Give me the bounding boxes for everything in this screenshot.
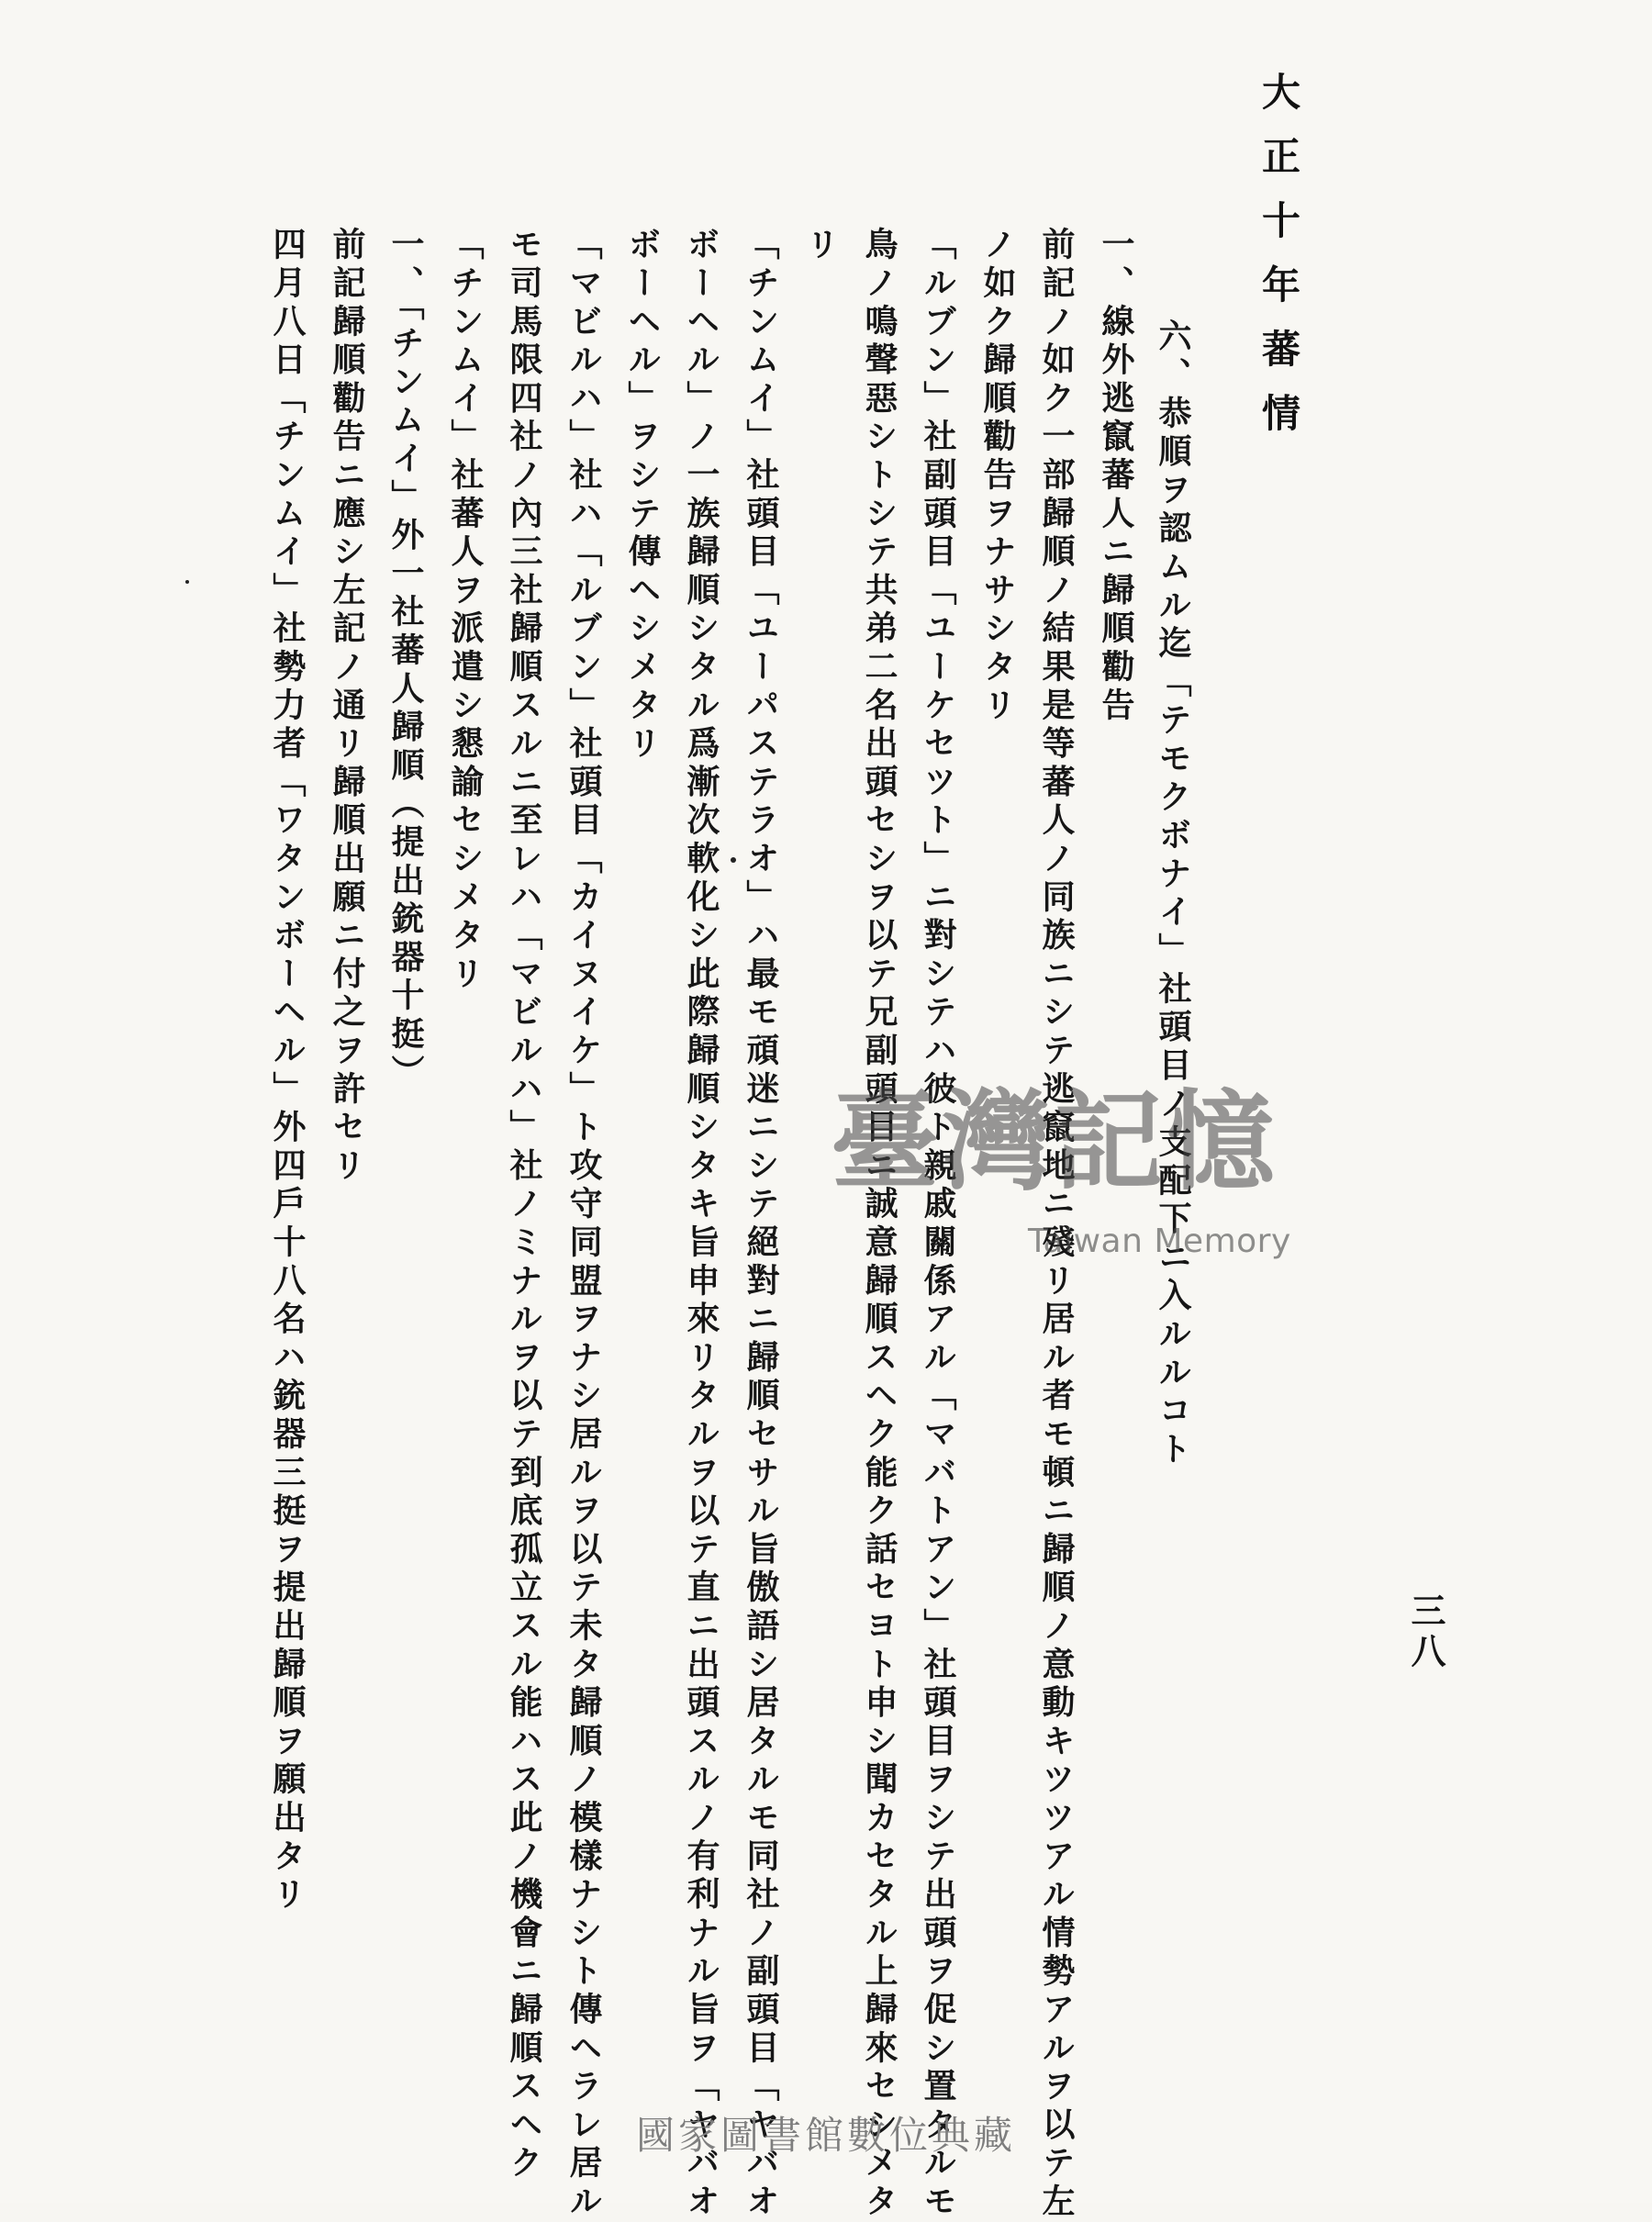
text-column-14: 一、「チンムイ」外一社蕃人歸順（提出銃器十挺） bbox=[386, 227, 425, 1093]
running-title: 大正十年蕃情 bbox=[1256, 72, 1301, 457]
watermark-chinese: 臺灣記憶 bbox=[831, 1078, 1279, 1205]
text-column-7: リ bbox=[801, 227, 840, 265]
text-column-12: モ司馬限四社ノ內三社歸順スルニ至レハ「マビルハ」社ノミナルヲ以テ到底孤立スル能ハス此ノ機會ニ歸順スヘク bbox=[505, 227, 543, 2183]
text-column-6: 鳥ノ鳴聲惡シトシテ共弟二名出頭セシヲ以テ兄副頭目ニ誠意歸順スヘク能ク話セヨト申シ聞カセタル上歸來セシメタ bbox=[860, 227, 899, 2222]
text-column-3: 前記ノ如ク一部歸順ノ結果是等蕃人ノ同族ニシテ逃竄地ニ殘リ居ル者モ頓ニ歸順ノ意動キツツアル情勢アルヲ以テ左 bbox=[1037, 227, 1076, 2222]
watermark-english: Taiwan Memory bbox=[1028, 1223, 1291, 1260]
text-column-2: 一、線外逃竄蕃人ニ歸順勸告 bbox=[1097, 227, 1135, 726]
page-number: 三八 bbox=[1405, 1592, 1446, 1673]
text-column-5: 「ルブン」社副頭目「ユーケセツト」ニ對シテハ彼ト親戚關係アル「マバトアン」社頭目ヲシテ出頭ヲ促シ置タルモ bbox=[919, 227, 957, 2222]
ink-speck bbox=[731, 857, 736, 863]
library-footer: 國家圖書館數位典藏 bbox=[635, 2113, 1016, 2158]
text-column-10: ボーヘル」ヲシテ傳ヘシメタリ bbox=[623, 227, 662, 765]
text-column-8: 「チンムイ」社頭目「ユーパステラオ」ハ最モ頑迷ニシテ絕對ニ歸順セサル旨傲語シ居タルモ同社ノ副頭目「ヤバオ bbox=[742, 227, 780, 2222]
text-column-4: ノ如ク歸順勸告ヲナサシタリ bbox=[978, 227, 1017, 726]
text-column-13: 「チンムイ」社蕃人ヲ派遣シ懇諭セシメタリ bbox=[446, 227, 485, 994]
text-column-11: 「マビルハ」社ハ「ルブン」社頭目「カイヌイケ」ト攻守同盟ヲナシ居ルヲ以テ未タ歸順ノ模樣ナシト傳ヘラレ居ル bbox=[564, 227, 603, 2222]
text-column-9: ボーヘル」ノ一族歸順シタル爲漸次軟化シ此際歸順シタキ旨申來リタルヲ以テ直ニ出頭スルノ有利ナル旨ヲ「ヤバオ bbox=[682, 227, 720, 2222]
text-column-15: 前記歸順勸告ニ應シ左記ノ通リ歸順出願ニ付之ヲ許セリ bbox=[328, 227, 366, 1186]
ink-speck bbox=[185, 580, 189, 584]
text-column-16: 四月八日「チンムイ」社勢力者「ワタンボーヘル」外四戶十八名ハ銃器三挺ヲ提出歸順ヲ願出タリ bbox=[268, 227, 307, 1915]
text-column-1: 六、恭順ヲ認ムル迄「テモクボナイ」社頭目ノ支配下ニ入ルルコト bbox=[1154, 318, 1192, 1469]
